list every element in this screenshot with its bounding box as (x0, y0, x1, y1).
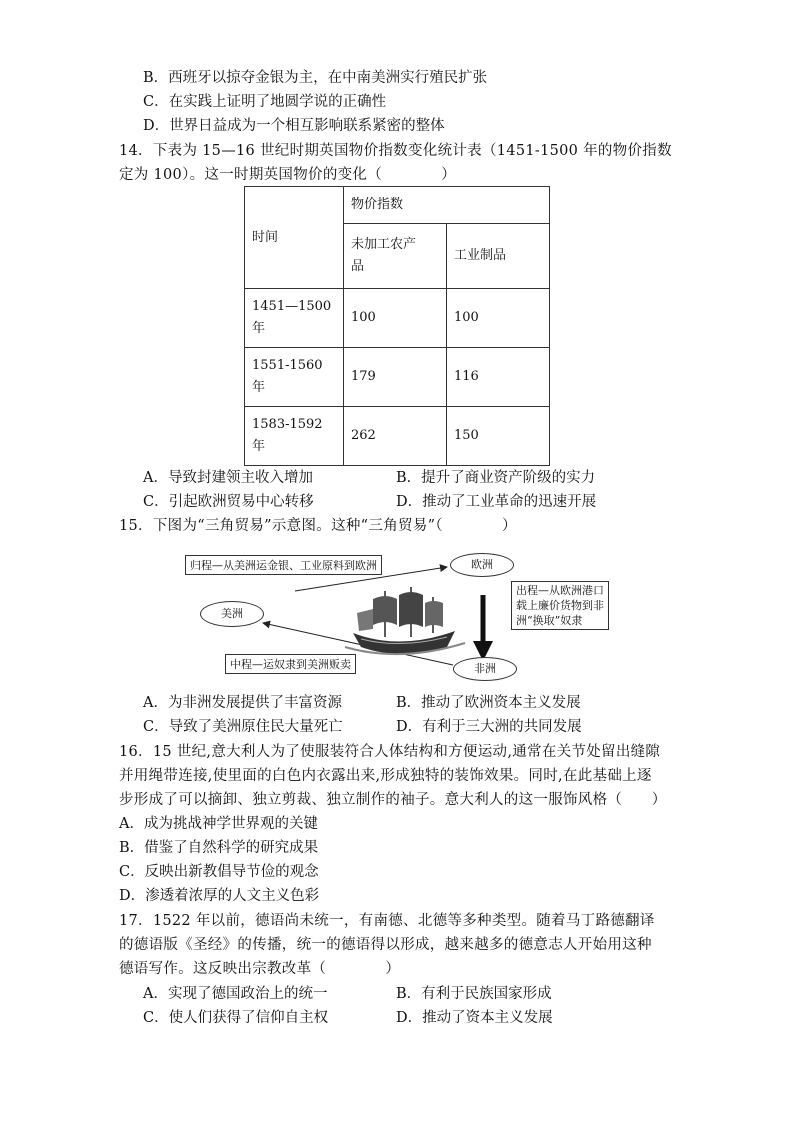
america-node: 美洲 (200, 601, 264, 627)
q17-option-b: B．有利于民族国家形成 (396, 986, 552, 1002)
period-years: 1551-1560 (252, 358, 323, 373)
table-cell-period (245, 289, 344, 348)
table-header-industrial: 工业制品 (447, 224, 550, 289)
table-cell-agri: 179 (344, 348, 447, 407)
middle-passage-label: 中程—运奴隶到美洲贩卖 (225, 654, 356, 674)
q16-option-d: D．渗透着浓厚的人文主义色彩 (119, 888, 320, 904)
q16-stem-line1: 16．15 世纪,意大利人为了使服装符合人体结构和方便运动,通常在关节处留出缝隙 (119, 744, 661, 760)
q15-option-c: C．导致了美洲原住民大量死亡 (143, 719, 343, 735)
table-cell-period (245, 348, 344, 407)
table-header-time: 时间 (245, 187, 344, 289)
q14-option-a: A．导致封建领主收入增加 (143, 470, 313, 486)
table-cell-industrial: 100 (447, 289, 550, 348)
q15-option-a: A．为非洲发展提供了丰富资源 (143, 695, 342, 711)
outward-leg-line2: 载上廉价货物到非 (516, 599, 604, 612)
ship-icon (345, 587, 465, 654)
table-header-price-index: 物价指数 (344, 187, 550, 224)
triangle-trade-diagram (185, 547, 625, 685)
q13-option-b: B．西班牙以掠夺金银为主，在中南美洲实行殖民扩张 (143, 70, 488, 86)
q15-option-b: B．推动了欧洲资本主义发展 (396, 695, 581, 711)
period-years: 1583-1592 (252, 417, 323, 432)
q14-stem-line2: 定为 100）。这一时期英国物价的变化（ ） (119, 167, 457, 183)
q17-stem-line2: 的德语版《圣经》的传播，统一的德语得以形成，越来越多的德意志人开始用这种 (119, 937, 652, 953)
table-cell-industrial: 150 (447, 407, 550, 466)
q16-stem-line3: 步形成了可以摘卸、独立剪裁、独立制作的袖子。意大利人的这一服饰风格（ ） (119, 792, 667, 808)
q16-stem-line2: 并用绳带连接,使里面的白色内衣露出来,形成独特的装饰效果。同时,在此基础上逐 (119, 768, 652, 784)
q17-option-c: C．使人们获得了信仰自主权 (143, 1010, 329, 1026)
q13-option-c: C．在实践上证明了地圆学说的正确性 (143, 94, 387, 110)
q14-option-d: D．推动了工业革命的迅速开展 (396, 494, 597, 510)
table-cell-period (245, 407, 344, 466)
europe-node: 欧洲 (450, 553, 514, 577)
q17-option-d: D．推动了资本主义发展 (396, 1010, 553, 1026)
q17-option-a: A．实现了德国政治上的统一 (143, 986, 328, 1002)
q16-option-b: B．借鉴了自然科学的研究成果 (119, 840, 319, 856)
q14-option-b: B．提升了商业资产阶级的实力 (396, 470, 596, 486)
table-header-agri-line2: 品 (351, 259, 365, 274)
period-unit: 年 (252, 380, 266, 395)
table-header-agri-line1: 未加工农产 (351, 237, 417, 252)
price-index-table (244, 186, 550, 466)
africa-node: 非洲 (453, 657, 517, 681)
q17-stem-line3: 德语写作。这反映出宗教改革（ ） (119, 961, 401, 977)
outward-leg-label (511, 581, 609, 630)
q15-stem: 15．下图为“三角贸易”示意图。这种“三角贸易”（ ） (119, 518, 517, 534)
table-cell-industrial: 116 (447, 348, 550, 407)
period-unit: 年 (252, 321, 266, 336)
period-years: 1451—1500 (252, 299, 332, 314)
return-leg-label: 归程—从美洲运金银、工业原料到欧洲 (185, 555, 382, 575)
outward-leg-line1: 出程—从欧洲港口 (516, 584, 604, 597)
q16-option-c: C．反映出新教倡导节俭的观念 (119, 864, 319, 880)
table-row (245, 289, 550, 348)
q17-stem-line1: 17．1522 年以前，德语尚未统一，有南德、北德等多种类型。随着马丁路德翻译 (119, 913, 655, 929)
period-unit: 年 (252, 439, 266, 454)
table-row (245, 407, 550, 466)
table-cell-agri: 100 (344, 289, 447, 348)
table-cell-agri: 262 (344, 407, 447, 466)
q13-option-d: D．世界日益成为一个相互影响联系紧密的整体 (143, 118, 445, 134)
q16-option-a: A．成为挑战神学世界观的关键 (119, 816, 318, 832)
outward-leg-line3: 洲“换取”奴隶 (516, 614, 583, 627)
table-row (245, 348, 550, 407)
q14-stem-line1: 14．下表为 15—16 世纪时期英国物价指数变化统计表（1451-1500 年的物价指数 (119, 143, 672, 159)
table-header-agri (344, 224, 447, 289)
q15-option-d: D．有利于三大洲的共同发展 (396, 719, 582, 735)
q14-option-c: C．引起欧洲贸易中心转移 (143, 494, 314, 510)
